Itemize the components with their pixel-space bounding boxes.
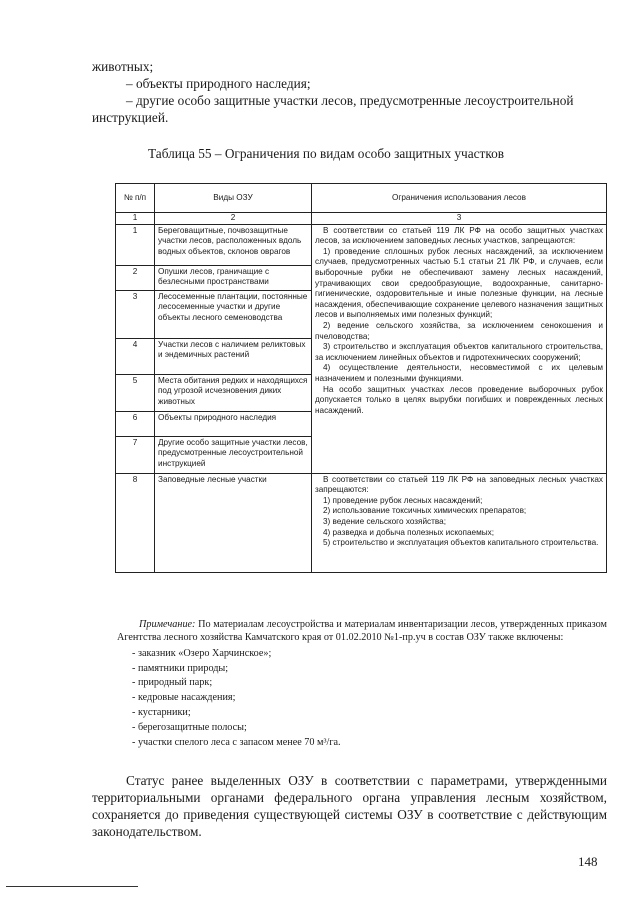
row-num: 8 [116, 473, 155, 572]
page-number: 148 [578, 854, 598, 869]
list-item: - участки спелого леса с запасом менее 70 м³/га. [132, 736, 341, 748]
column-number: 1 [116, 213, 155, 225]
intro-text [92, 58, 612, 126]
table-row [116, 473, 607, 572]
note-list [132, 647, 607, 751]
table-row [116, 224, 607, 265]
restrictions-table [115, 183, 607, 573]
row-num: 6 [116, 411, 155, 436]
header-num: № п/п [116, 184, 155, 213]
list-item: - памятники природы; [132, 662, 229, 674]
header-type: Виды ОЗУ [155, 184, 312, 213]
note-text: По материалам лесоустройства и материалам инвентаризации лесов, утвержденных приказом Агентства лесного хозяйства Камчатского края от 01.02.2010 №1-пр.уч в состав ОЗУ также включены: [117, 619, 607, 644]
closing-paragraph: Статус ранее выделенных ОЗУ в соответствии с параметрами, утвержденными территориальными органами федерального органа управления лесным хозяйством, сохраняется до приведения существующей системы ОЗУ в соответствие с действующим законодательством. [92, 773, 607, 839]
row-num: 2 [116, 265, 155, 290]
restriction-paragraph: 1) проведение рубок лесных насаждений; [323, 495, 483, 505]
row-type: Объекты природного наследия [155, 411, 312, 436]
note-label: Примечание: [139, 619, 196, 630]
restriction-paragraph: 4) разведка и добыча полезных ископаемых; [323, 527, 494, 537]
restriction-paragraph: 5) строительство и эксплуатация объектов капитального строительства. [323, 538, 599, 548]
row-num: 3 [116, 290, 155, 338]
footnote-separator [6, 886, 138, 887]
intro-line: – объекты природного наследия; [126, 76, 311, 91]
row-num: 4 [116, 338, 155, 374]
restriction-paragraph: 2) ведение сельского хозяйства, за исключением сенокошения и пчеловодства; [315, 320, 603, 341]
row-num: 7 [116, 436, 155, 473]
list-item: - берегозащитные полосы; [132, 721, 247, 733]
list-item: - природный парк; [132, 677, 213, 689]
restrictions-cell-general [312, 224, 607, 473]
restriction-paragraph: В соответствии со статьей 119 ЛК РФ на особо защитных участках лесов, за исключением заповедных лесных участков, запрещаются: [315, 225, 603, 246]
restrictions-cell-reserved [312, 473, 607, 572]
note-paragraph [117, 618, 607, 645]
row-num: 1 [116, 224, 155, 265]
list-item: - кустарники; [132, 707, 191, 718]
intro-line: животных; [92, 59, 154, 74]
header-restrictions: Ограничения использования лесов [312, 184, 607, 213]
restriction-paragraph: 2) использование токсичных химических препаратов; [323, 506, 527, 516]
column-number-row [116, 213, 607, 225]
table-note [117, 618, 607, 750]
row-type: Лесосеменные плантации, постоянные лесосеменные участки и другие объекты лесного семеноводства [155, 290, 312, 338]
restriction-paragraph: 3) ведение сельского хозяйства; [323, 516, 446, 526]
restriction-paragraph: 4) осуществление деятельности, несовместимой с их целевым назначением и полезными функциями. [315, 363, 603, 383]
row-type: Опушки лесов, граничащие с безлесными пространствами [155, 265, 312, 290]
row-type: Другие особо защитные участки лесов, предусмотренные лесоустроительной инструкцией [155, 436, 312, 473]
restriction-paragraph: На особо защитных участках лесов проведение выборочных рубок допускается только в целях вырубки погибших и поврежденных лесных насаждений. [315, 384, 603, 415]
table-header-row [116, 184, 607, 213]
row-num: 5 [116, 374, 155, 411]
table-caption: Таблица 55 – Ограничения по видам особо защитных участков [148, 146, 505, 161]
column-number: 2 [155, 213, 312, 225]
row-type: Места обитания редких и находящихся под угрозой исчезновения диких животных [155, 374, 312, 411]
restriction-paragraph: 1) проведение сплошных рубок лесных насаждений, за исключением случаев, предусмотренных частью 5.1 статьи 21 ЛК РФ, и случаев, если выборочные рубки не обеспечивают замену лесных насаждений, утрачивающих свои средообразующие, водоохранные, санитарно-гигиенические, оздоровительные и иные полезные функции, на лесные насаждения, обеспечивающие сохранение целевого назначения защитных лесов и выполняемых ими полезных функций; [315, 246, 603, 320]
intro-line: – другие особо защитные участки лесов, предусмотренные лесоустроительной инструкцией. [92, 93, 574, 125]
column-number: 3 [312, 213, 607, 225]
row-type: Заповедные лесные участки [155, 473, 312, 572]
restriction-paragraph: 3) строительство и эксплуатация объектов капитального строительства, за исключением линейных объектов и гидротехнических сооружений; [315, 342, 603, 362]
restriction-paragraph: В соответствии со статьей 119 ЛК РФ на заповедных лесных участках запрещаются: [315, 474, 603, 495]
list-item: - кедровые насаждения; [132, 692, 236, 704]
list-item: - заказник «Озеро Харчинское»; [132, 647, 272, 659]
row-type: Участки лесов с наличием реликтовых и эндемичных растений [155, 338, 312, 374]
row-type: Береговащитные, почвозащитные участки лесов, расположенных вдоль водных объектов, склонов оврагов [155, 224, 312, 265]
